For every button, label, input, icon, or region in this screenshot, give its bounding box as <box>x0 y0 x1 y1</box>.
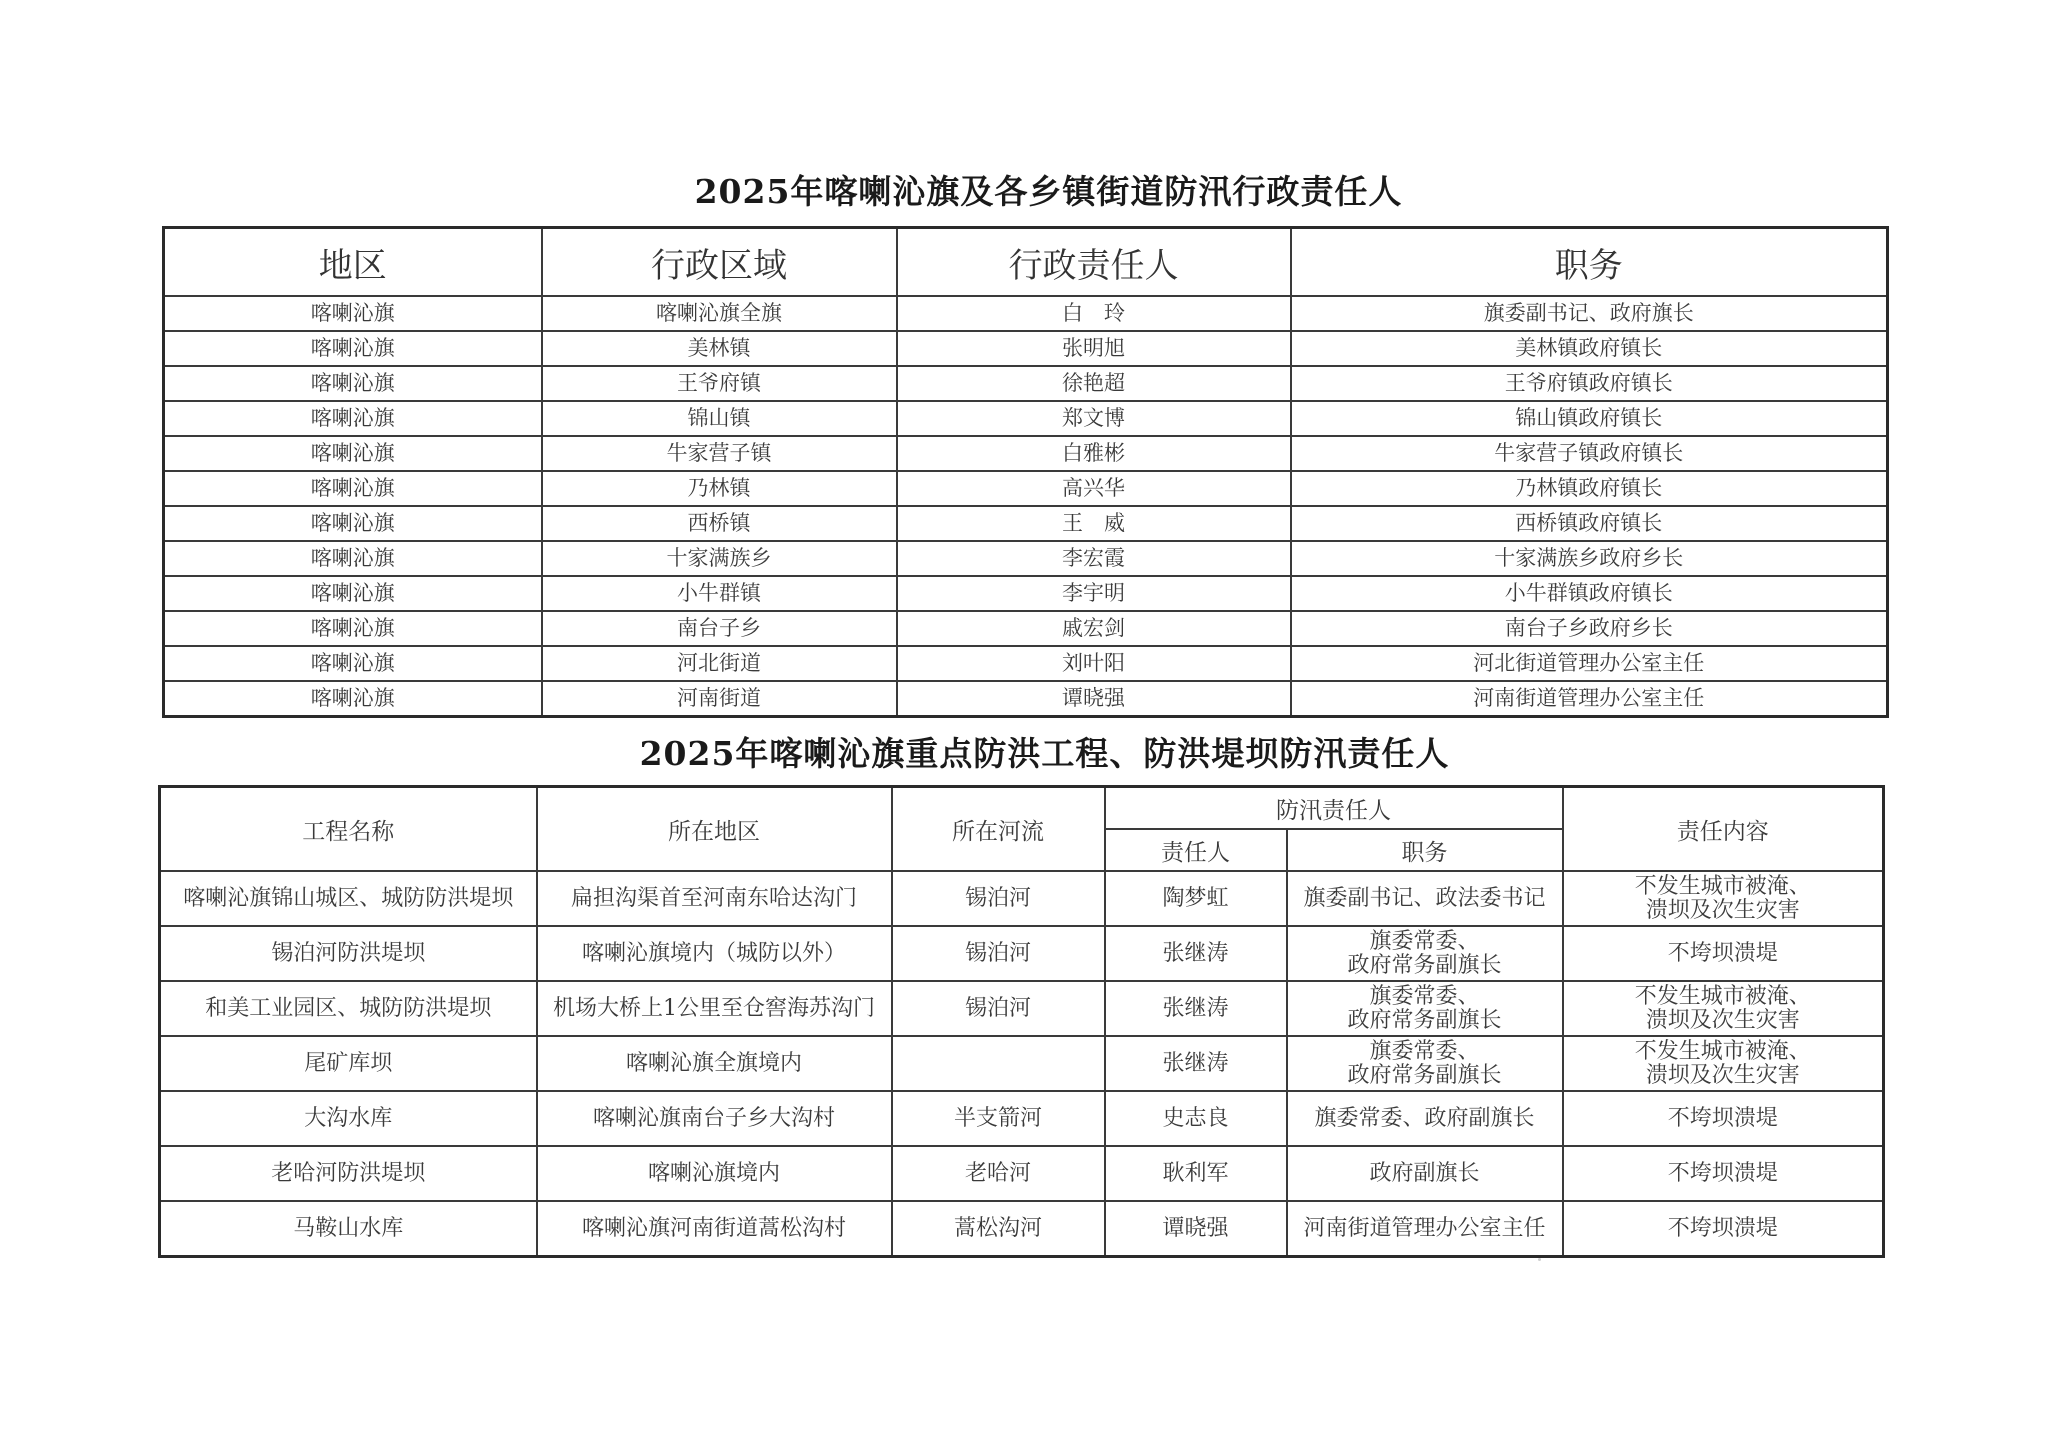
table-row <box>164 646 1888 681</box>
cell-responsibility-content-line: 不发生城市被淹、 <box>1634 873 1811 899</box>
cell-region: 喀喇沁旗 <box>164 681 542 717</box>
cell-admin-area: 西桥镇 <box>542 506 897 541</box>
table-row <box>164 471 1888 506</box>
cell-project-name: 大沟水库 <box>160 1091 537 1146</box>
cell-river: 半支箭河 <box>892 1091 1105 1146</box>
cell-location: 扁担沟渠首至河南东哈达沟门 <box>537 871 892 926</box>
table-row <box>164 611 1888 646</box>
cell-project-name: 尾矿库坝 <box>160 1036 537 1091</box>
cell-position: 西桥镇政府镇长 <box>1291 506 1888 541</box>
cell-duty <box>1287 1146 1563 1201</box>
cell-duty-line: 政府常务副旗长 <box>1347 1007 1502 1033</box>
cell-duty-line: 旗委常委、 <box>1369 983 1480 1009</box>
table-row <box>160 1036 1884 1091</box>
cell-person: 张继涛 <box>1105 981 1287 1036</box>
cell-position: 牛家营子镇政府镇长 <box>1291 436 1888 471</box>
cell-admin-person: 郑文博 <box>897 401 1291 436</box>
cell-duty <box>1287 1091 1563 1146</box>
table-row <box>164 366 1888 401</box>
cell-location: 喀喇沁旗境内（城防以外） <box>537 926 892 981</box>
table-row <box>164 401 1888 436</box>
cell-duty-line: 河南街道管理办公室主任 <box>1303 1215 1546 1241</box>
cell-river <box>892 1036 1105 1091</box>
cell-responsibility-content-line: 溃坝及次生灾害 <box>1645 1062 1800 1088</box>
cell-duty <box>1287 1201 1563 1257</box>
cell-region: 喀喇沁旗 <box>164 366 542 401</box>
cell-responsibility-content <box>1563 1036 1884 1091</box>
cell-admin-person: 徐艳超 <box>897 366 1291 401</box>
table-row <box>160 1091 1884 1146</box>
cell-region: 喀喇沁旗 <box>164 541 542 576</box>
cell-region: 喀喇沁旗 <box>164 506 542 541</box>
table-header-row <box>160 787 1884 830</box>
cell-region: 喀喇沁旗 <box>164 646 542 681</box>
cell-admin-area: 十家满族乡 <box>542 541 897 576</box>
cell-person: 陶梦虹 <box>1105 871 1287 926</box>
cell-position: 河南街道管理办公室主任 <box>1291 681 1888 717</box>
cell-admin-person: 白 玲 <box>897 296 1291 331</box>
cell-admin-area: 牛家营子镇 <box>542 436 897 471</box>
cell-location: 机场大桥上1公里至仓窖海苏沟门 <box>537 981 892 1036</box>
cell-responsibility-content-line: 不垮坝溃堤 <box>1667 1215 1778 1241</box>
header-river: 所在河流 <box>892 787 1105 872</box>
cell-duty-line: 旗委常委、政府副旗长 <box>1314 1105 1535 1131</box>
cell-admin-area: 小牛群镇 <box>542 576 897 611</box>
cell-river: 锡泊河 <box>892 981 1105 1036</box>
cell-position: 南台子乡政府乡长 <box>1291 611 1888 646</box>
header-location: 所在地区 <box>537 787 892 872</box>
cell-project-name: 和美工业园区、城防防洪堤坝 <box>160 981 537 1036</box>
table1-body <box>164 296 1888 717</box>
cell-admin-area: 美林镇 <box>542 331 897 366</box>
cell-responsibility-content <box>1563 926 1884 981</box>
cell-river: 锡泊河 <box>892 871 1105 926</box>
header-responsibility-content: 责任内容 <box>1563 787 1884 872</box>
cell-project-name: 马鞍山水库 <box>160 1201 537 1257</box>
table1-title: 2025年喀喇沁旗及各乡镇街道防汛行政责任人 <box>694 172 1403 211</box>
cell-responsibility-content-line: 溃坝及次生灾害 <box>1645 1007 1800 1033</box>
cell-responsibility-content-line: 不发生城市被淹、 <box>1634 983 1811 1009</box>
table-row <box>160 926 1884 981</box>
cell-duty <box>1287 1036 1563 1091</box>
admin-responsibility-table <box>162 226 1889 718</box>
header-admin-area: 行政区域 <box>542 228 897 297</box>
cell-position: 河北街道管理办公室主任 <box>1291 646 1888 681</box>
cell-admin-area: 乃林镇 <box>542 471 897 506</box>
cell-admin-person: 李宇明 <box>897 576 1291 611</box>
table-row <box>164 541 1888 576</box>
cell-position: 锦山镇政府镇长 <box>1291 401 1888 436</box>
cell-location: 喀喇沁旗全旗境内 <box>537 1036 892 1091</box>
cell-admin-person: 王 威 <box>897 506 1291 541</box>
cell-position: 美林镇政府镇长 <box>1291 331 1888 366</box>
cell-responsibility-content-line: 溃坝及次生灾害 <box>1645 897 1800 923</box>
cell-responsibility-content-line: 不垮坝溃堤 <box>1667 940 1778 966</box>
cell-duty-line: 政府常务副旗长 <box>1347 1062 1502 1088</box>
cell-duty-line: 旗委常委、 <box>1369 928 1480 954</box>
scan-speck <box>1538 1258 1541 1261</box>
cell-responsibility-content <box>1563 1091 1884 1146</box>
cell-responsibility-content <box>1563 1146 1884 1201</box>
cell-location: 喀喇沁旗境内 <box>537 1146 892 1201</box>
cell-person: 张继涛 <box>1105 1036 1287 1091</box>
cell-responsibility-content-line: 不垮坝溃堤 <box>1667 1105 1778 1131</box>
cell-admin-area: 喀喇沁旗全旗 <box>542 296 897 331</box>
cell-admin-area: 河南街道 <box>542 681 897 717</box>
cell-region: 喀喇沁旗 <box>164 331 542 366</box>
table-row <box>160 1146 1884 1201</box>
table-row <box>160 981 1884 1036</box>
cell-duty-line: 政府常务副旗长 <box>1347 952 1502 978</box>
table2-body <box>160 871 1884 1257</box>
cell-admin-area: 锦山镇 <box>542 401 897 436</box>
cell-admin-area: 王爷府镇 <box>542 366 897 401</box>
table-row <box>164 576 1888 611</box>
cell-admin-person: 张明旭 <box>897 331 1291 366</box>
table-row <box>164 296 1888 331</box>
cell-person: 谭晓强 <box>1105 1201 1287 1257</box>
table-row <box>164 681 1888 717</box>
cell-project-name: 锡泊河防洪堤坝 <box>160 926 537 981</box>
cell-duty <box>1287 871 1563 926</box>
cell-responsibility-content-line: 不垮坝溃堤 <box>1667 1160 1778 1186</box>
header-region: 地区 <box>164 228 542 297</box>
cell-person: 张继涛 <box>1105 926 1287 981</box>
cell-admin-person: 戚宏剑 <box>897 611 1291 646</box>
cell-region: 喀喇沁旗 <box>164 576 542 611</box>
cell-duty <box>1287 926 1563 981</box>
cell-duty-line: 旗委副书记、政法委书记 <box>1303 885 1546 911</box>
cell-position: 乃林镇政府镇长 <box>1291 471 1888 506</box>
cell-river: 老哈河 <box>892 1146 1105 1201</box>
cell-responsibility-content-line: 不发生城市被淹、 <box>1634 1038 1811 1064</box>
header-project-name: 工程名称 <box>160 787 537 872</box>
cell-responsibility-content <box>1563 981 1884 1036</box>
cell-responsibility-content <box>1563 871 1884 926</box>
cell-project-name: 老哈河防洪堤坝 <box>160 1146 537 1201</box>
cell-person: 耿利军 <box>1105 1146 1287 1201</box>
cell-duty-line: 旗委常委、 <box>1369 1038 1480 1064</box>
cell-admin-person: 谭晓强 <box>897 681 1291 717</box>
table-row <box>160 1201 1884 1257</box>
header-position: 职务 <box>1291 228 1888 297</box>
table2-title: 2025年喀喇沁旗重点防洪工程、防洪堤坝防汛责任人 <box>639 734 1450 773</box>
table-row <box>160 871 1884 926</box>
cell-region: 喀喇沁旗 <box>164 296 542 331</box>
cell-position: 小牛群镇政府镇长 <box>1291 576 1888 611</box>
flood-project-responsibility-table <box>158 785 1885 1258</box>
table-header-row <box>164 228 1888 297</box>
cell-admin-person: 刘叶阳 <box>897 646 1291 681</box>
header-flood-responsible: 防汛责任人 <box>1105 787 1563 830</box>
cell-duty <box>1287 981 1563 1036</box>
header-person: 责任人 <box>1105 829 1287 871</box>
cell-region: 喀喇沁旗 <box>164 436 542 471</box>
cell-responsibility-content <box>1563 1201 1884 1257</box>
cell-duty-line: 政府副旗长 <box>1369 1160 1480 1186</box>
cell-admin-area: 河北街道 <box>542 646 897 681</box>
cell-location: 喀喇沁旗南台子乡大沟村 <box>537 1091 892 1146</box>
cell-region: 喀喇沁旗 <box>164 401 542 436</box>
cell-admin-person: 高兴华 <box>897 471 1291 506</box>
cell-river: 蒿松沟河 <box>892 1201 1105 1257</box>
cell-admin-area: 南台子乡 <box>542 611 897 646</box>
cell-position: 旗委副书记、政府旗长 <box>1291 296 1888 331</box>
cell-project-name: 喀喇沁旗锦山城区、城防防洪堤坝 <box>160 871 537 926</box>
cell-position: 十家满族乡政府乡长 <box>1291 541 1888 576</box>
header-duty: 职务 <box>1287 829 1563 871</box>
cell-position: 王爷府镇政府镇长 <box>1291 366 1888 401</box>
cell-location: 喀喇沁旗河南街道蒿松沟村 <box>537 1201 892 1257</box>
cell-admin-person: 李宏霞 <box>897 541 1291 576</box>
table-row <box>164 436 1888 471</box>
header-admin-person: 行政责任人 <box>897 228 1291 297</box>
cell-river: 锡泊河 <box>892 926 1105 981</box>
cell-region: 喀喇沁旗 <box>164 471 542 506</box>
cell-admin-person: 白雅彬 <box>897 436 1291 471</box>
table-row <box>164 331 1888 366</box>
table-row <box>164 506 1888 541</box>
cell-region: 喀喇沁旗 <box>164 611 542 646</box>
cell-person: 史志良 <box>1105 1091 1287 1146</box>
